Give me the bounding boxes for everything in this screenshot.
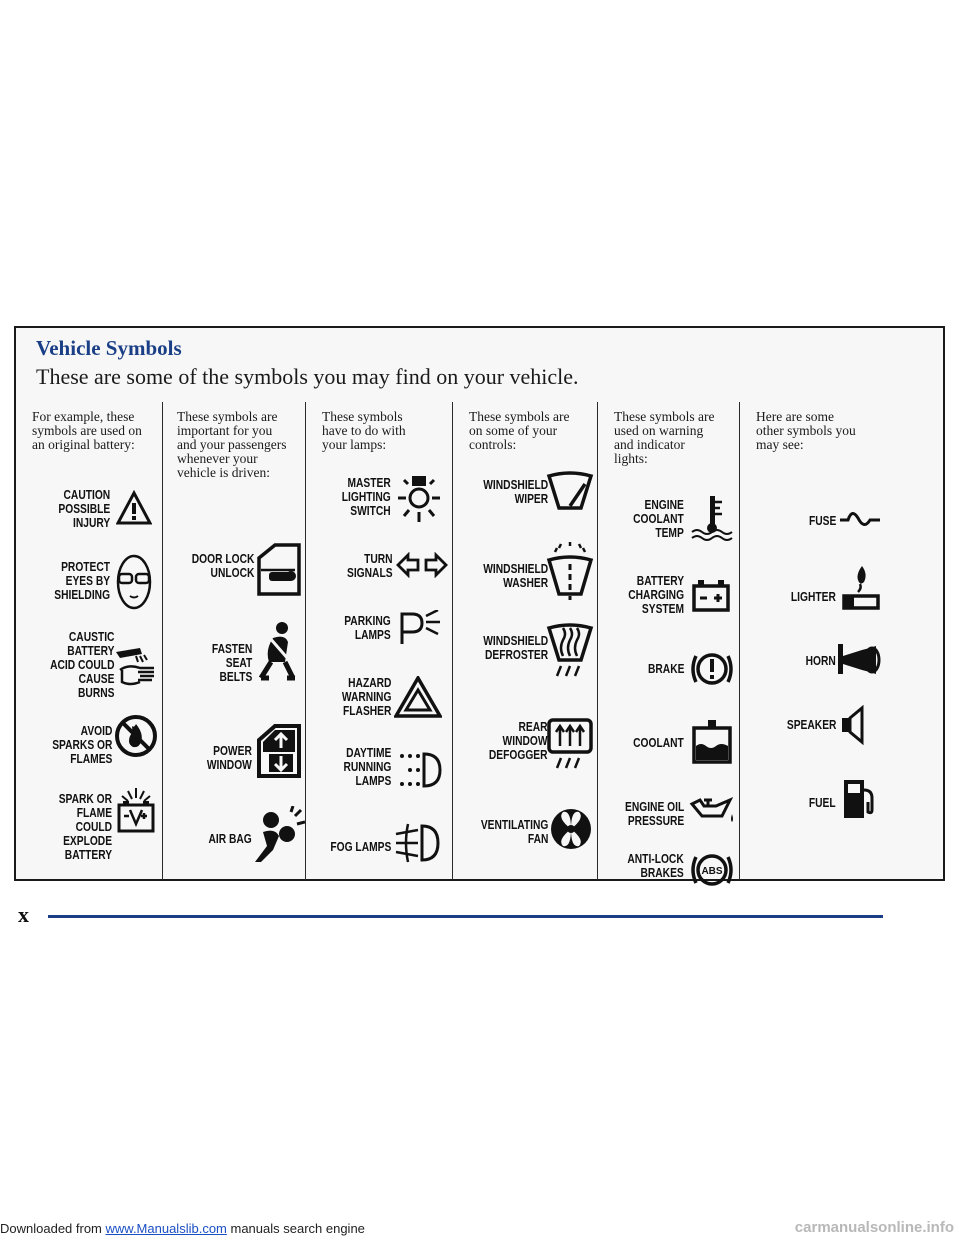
column-intro: These symbols are important for you and your passengers whenever your vehicle is driven: bbox=[177, 409, 287, 480]
lighter-icon bbox=[840, 564, 880, 612]
column-other bbox=[739, 402, 944, 880]
master-lighting-icon bbox=[394, 472, 444, 524]
door-lock-icon bbox=[255, 542, 303, 598]
column-passengers bbox=[162, 402, 306, 880]
symbol-lighter bbox=[740, 564, 880, 624]
symbol-avoid-flames bbox=[16, 712, 162, 772]
acid-hand-icon bbox=[114, 642, 156, 686]
symbol-label: ENGINE OIL PRESSURE bbox=[624, 800, 684, 828]
symbol-anti-lock bbox=[598, 848, 740, 898]
symbol-caution bbox=[16, 484, 162, 534]
symbol-label: WINDSHIELD WIPER bbox=[483, 478, 548, 506]
symbol-horn bbox=[740, 640, 880, 690]
symbol-brake bbox=[598, 646, 740, 694]
symbol-speaker bbox=[740, 702, 880, 752]
footer-rule bbox=[48, 915, 883, 918]
symbol-label: BRAKE bbox=[647, 662, 684, 676]
symbol-label: AIR BAG bbox=[208, 832, 252, 846]
seat-belt-icon bbox=[255, 620, 301, 686]
watermark: carmanualsonline.info bbox=[794, 1219, 954, 1236]
column-intro: These symbols have to do with your lamps: bbox=[322, 409, 406, 452]
coolant-level-icon bbox=[690, 718, 734, 766]
symbol-air-bag bbox=[163, 806, 306, 862]
symbol-label: BATTERY CHARGING SYSTEM bbox=[628, 574, 684, 616]
rear-defogger-icon bbox=[545, 716, 595, 770]
page-number: x bbox=[18, 902, 29, 927]
symbol-label: CAUSTIC BATTERY ACID COULD CAUSE BURNS bbox=[49, 630, 114, 700]
symbol-label: WINDSHIELD WASHER bbox=[483, 562, 548, 590]
column-indicators bbox=[597, 402, 740, 880]
symbol-caustic-acid bbox=[16, 624, 162, 704]
column-intro: These symbols are used on warning and indicator lights: bbox=[614, 409, 715, 466]
symbol-label: POWER WINDOW bbox=[207, 744, 252, 772]
parking-lamp-icon bbox=[398, 610, 442, 648]
battery-charge-icon bbox=[690, 578, 732, 614]
column-intro: Here are some other symbols you may see: bbox=[756, 409, 856, 452]
column-battery bbox=[16, 402, 162, 880]
power-window-icon bbox=[255, 722, 303, 780]
symbol-label: SPARK OR FLAME COULD EXPLODE BATTERY bbox=[58, 792, 112, 862]
symbol-label: SPEAKER bbox=[786, 718, 836, 732]
symbol-battery-charging bbox=[598, 574, 740, 624]
horn-icon bbox=[836, 640, 882, 684]
symbol-fan bbox=[453, 796, 598, 866]
abs-icon bbox=[688, 848, 736, 892]
symbol-label: FOG LAMPS bbox=[330, 840, 391, 854]
symbol-label: CAUTION POSSIBLE INJURY bbox=[58, 488, 110, 530]
symbol-label: DOOR LOCK UNLOCK bbox=[191, 552, 254, 580]
fuel-icon bbox=[840, 776, 876, 822]
symbol-spark-explode bbox=[16, 786, 162, 870]
symbol-label: MASTER LIGHTING SWITCH bbox=[342, 476, 391, 518]
symbol-daytime-lamps bbox=[306, 742, 453, 802]
symbol-parking-lamps bbox=[306, 606, 453, 650]
symbol-label: TURN SIGNALS bbox=[347, 552, 393, 580]
symbol-defroster bbox=[453, 622, 598, 682]
speaker-icon bbox=[838, 702, 870, 748]
symbol-label: DAYTIME RUNNING LAMPS bbox=[343, 746, 391, 788]
symbol-wiper bbox=[453, 470, 598, 520]
washer-icon bbox=[545, 542, 595, 604]
brake-icon bbox=[688, 646, 736, 692]
symbol-coolant bbox=[598, 718, 740, 768]
panel-subtitle: These are some of the symbols you may find on your vehicle. bbox=[36, 364, 579, 389]
defroster-icon bbox=[545, 622, 595, 678]
turn-signal-icon bbox=[396, 552, 448, 578]
symbol-rear-defogger bbox=[453, 714, 598, 774]
column-lamps bbox=[305, 402, 453, 880]
daytime-lamp-icon bbox=[394, 748, 444, 792]
symbol-coolant-temp bbox=[598, 494, 740, 544]
symbol-door-lock bbox=[163, 548, 306, 608]
download-suffix: manuals search engine bbox=[226, 1221, 365, 1236]
vehicle-symbols-panel bbox=[14, 326, 945, 881]
fuse-icon bbox=[838, 508, 882, 532]
column-intro: For example, these symbols are used on an original battery: bbox=[32, 409, 142, 452]
symbol-label: WINDSHIELD DEFROSTER bbox=[483, 634, 548, 662]
symbol-label: PROTECT EYES BY SHIELDING bbox=[54, 560, 110, 602]
symbol-label: HAZARD WARNING FLASHER bbox=[341, 676, 391, 718]
symbol-power-window bbox=[163, 722, 306, 782]
wiper-icon bbox=[545, 470, 595, 514]
air-bag-icon bbox=[253, 806, 305, 862]
face-goggles-icon bbox=[114, 552, 154, 612]
symbol-turn-signals bbox=[306, 542, 453, 588]
hazard-icon bbox=[394, 676, 442, 718]
battery-explode-icon bbox=[116, 786, 156, 836]
symbol-label: FUSE bbox=[808, 514, 836, 528]
symbol-label: REAR WINDOW DEFOGGER bbox=[489, 720, 548, 762]
symbol-fog-lamps bbox=[306, 812, 453, 868]
symbol-label: FUEL bbox=[809, 796, 836, 810]
symbol-label: COOLANT bbox=[633, 736, 684, 750]
symbol-label: LIGHTER bbox=[791, 590, 836, 604]
coolant-temp-icon bbox=[690, 494, 736, 544]
fan-icon bbox=[549, 796, 593, 862]
column-controls bbox=[452, 402, 598, 880]
symbol-seat-belt bbox=[163, 620, 306, 700]
symbol-master-lighting bbox=[306, 472, 453, 530]
oil-pressure-icon bbox=[688, 794, 738, 828]
symbol-fuse bbox=[740, 508, 880, 538]
symbol-label: AVOID SPARKS OR FLAMES bbox=[51, 724, 112, 766]
symbol-washer bbox=[453, 542, 598, 602]
symbol-hazard bbox=[306, 670, 453, 730]
symbol-label: ENGINE COOLANT TEMP bbox=[633, 498, 684, 540]
panel-title: Vehicle Symbols bbox=[36, 336, 182, 360]
symbol-oil-pressure bbox=[598, 794, 740, 840]
symbol-label: PARKING LAMPS bbox=[344, 614, 391, 642]
symbol-label: HORN bbox=[805, 654, 836, 668]
symbol-fuel bbox=[740, 776, 880, 826]
symbol-protect-eyes bbox=[16, 552, 162, 612]
symbol-label: ANTI-LOCK BRAKES bbox=[627, 852, 684, 880]
symbol-label: FASTEN SEAT BELTS bbox=[211, 642, 252, 684]
download-prefix: Downloaded from bbox=[0, 1221, 106, 1236]
download-note bbox=[0, 1221, 365, 1236]
manualslib-link[interactable]: www.Manualslib.com bbox=[105, 1221, 227, 1236]
symbol-label: VENTILATING FAN bbox=[480, 818, 548, 846]
fog-lamp-icon bbox=[394, 820, 444, 866]
column-intro: These symbols are on some of your controls: bbox=[469, 409, 570, 452]
no-flame-icon bbox=[114, 714, 158, 758]
caution-triangle-icon bbox=[116, 490, 152, 526]
abs-text: ABS bbox=[701, 866, 723, 877]
